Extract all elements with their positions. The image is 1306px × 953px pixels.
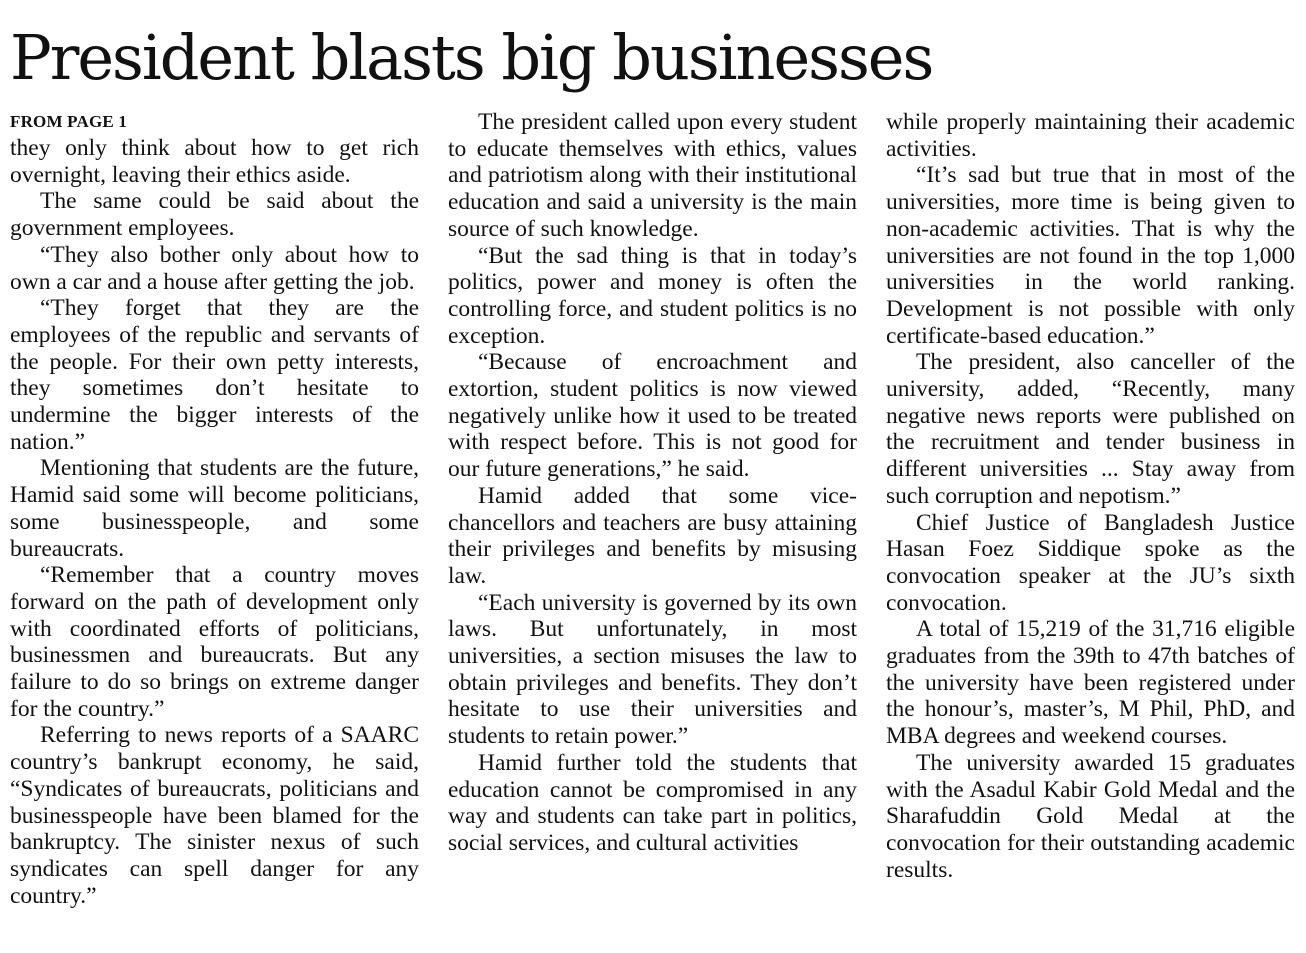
paragraph: A total of 15,219 of the 31,716 eligible graduates from the 39th to 47th batches of the university have been registered under the honour’s, master’s, M Phil, PhD, and MBA degrees and weekend courses.	[886, 616, 1295, 750]
paragraph: Mentioning that students are the future, Hamid said some will become politicians, some businesspeople, and some bureaucrats.	[10, 455, 419, 562]
article-column-1	[10, 109, 419, 909]
headline: President blasts big businesses	[10, 21, 933, 94]
paragraph: “They forget that they are the employees of the republic and servants of the people. For their own petty interests, they sometimes don’t hesitate to undermine the bigger interests of the nation.”	[10, 295, 419, 455]
paragraph: “But the sad thing is that in today’s politics, power and money is often the controlling force, and student politics is no exception.	[448, 242, 857, 349]
paragraph: “It’s sad but true that in most of the universities, more time is being given to non-academic activities. That is why the universities are not found in the top 1,000 universities in the world ranking. Development is not possible with only certificate-based education.”	[886, 162, 1295, 349]
paragraph: “They also bother only about how to own a car and a house after getting the job.	[10, 241, 419, 295]
article-column-2	[448, 109, 857, 857]
paragraph: Chief Justice of Bangladesh Justice Hasan Foez Siddique spoke as the convocation speaker at the JU’s sixth convocation.	[886, 509, 1295, 616]
paragraph: they only think about how to get rich overnight, leaving their ethics aside.	[10, 135, 419, 188]
paragraph: The president called upon every student to educate themselves with ethics, values and patriotism along with their institutional education and said a university is the main source of such knowledge.	[448, 109, 857, 242]
paragraph: Hamid added that some vice-chancellors and teachers are busy attaining their privileges and benefits by misusing law.	[448, 482, 857, 589]
paragraph: The university awarded 15 graduates with the Asadul Kabir Gold Medal and the Sharafuddin Gold Medal at the convocation for their outstanding academic results.	[886, 749, 1295, 883]
paragraph: The president, also canceller of the university, added, “Recently, many negative news reports were published on the recruitment and tender business in different universities ... Stay away from such corruption and nepotism.”	[886, 349, 1295, 509]
continuation-kicker: FROM PAGE 1	[10, 112, 128, 131]
paragraph: “Remember that a country moves forward on the path of development only with coordinated efforts of politicians, businessmen and bureaucrats. But any failure to do so brings on extreme danger for the country.”	[10, 562, 419, 722]
paragraph: The same could be said about the government employees.	[10, 188, 419, 242]
paragraph: while properly maintaining their academic activities.	[886, 109, 1295, 162]
paragraph: Referring to news reports of a SAARC country’s bankrupt economy, he said, “Syndicates of bureaucrats, politicians and businesspeople have been blamed for the bankruptcy. The sinister nexus of such syndicates can spell danger for any country.”	[10, 722, 419, 909]
paragraph: “Each university is governed by its own laws. But unfortunately, in most universities, a section misuses the law to obtain privileges and benefits. They don’t hesitate to use their universities and students to retain power.”	[448, 589, 857, 750]
paragraph: Hamid further told the students that education cannot be compromised in any way and students can take part in politics, social services, and cultural activities	[448, 749, 857, 856]
article-column-3	[886, 109, 1295, 883]
paragraph: “Because of encroachment and extortion, student politics is now viewed negatively unlike how it used to be treated with respect before. This is not good for our future generations,” he said.	[448, 349, 857, 483]
